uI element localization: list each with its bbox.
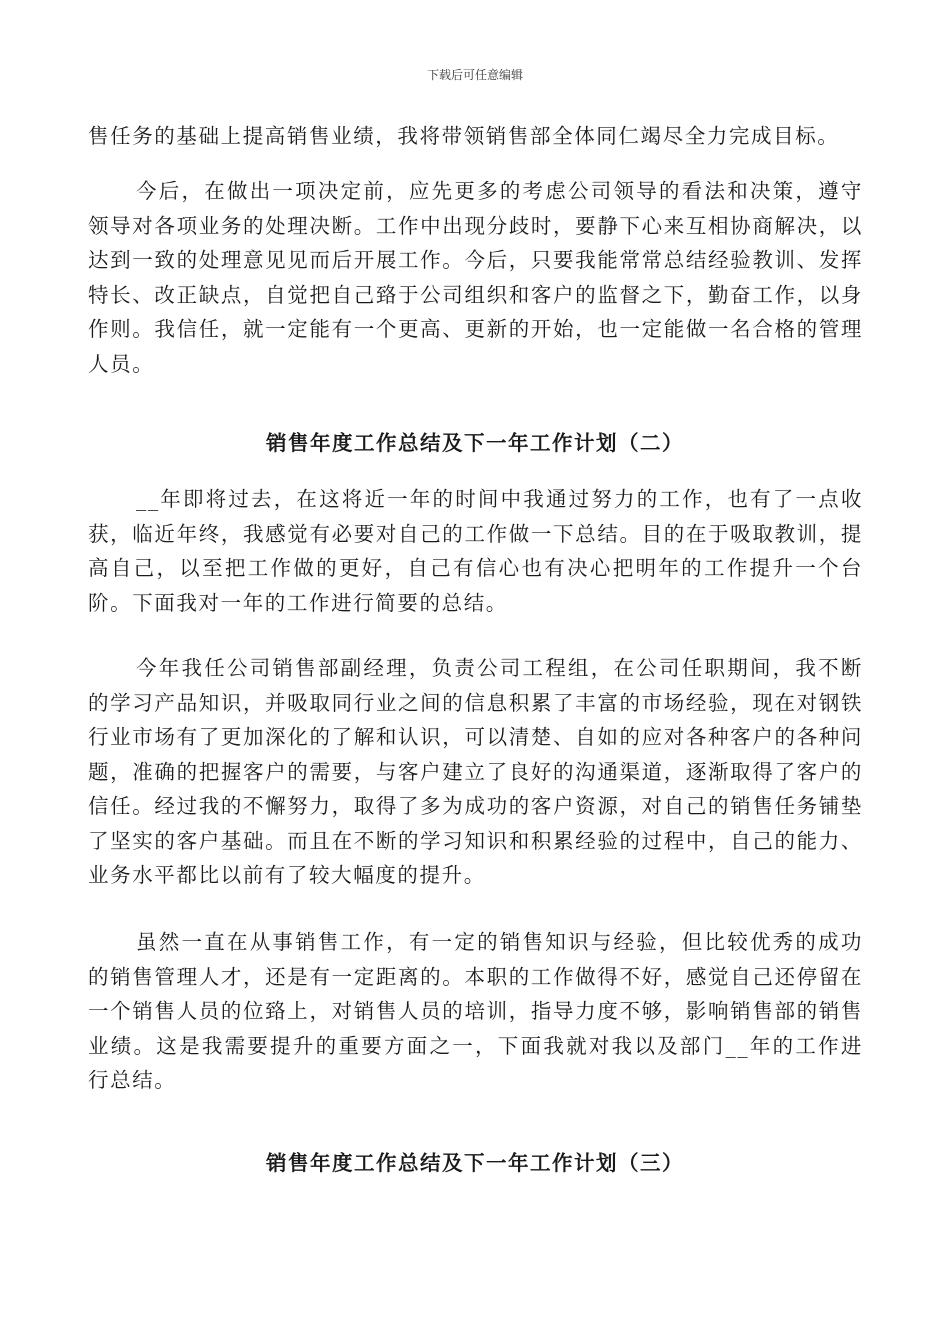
page-header: 下载后可任意编辑 bbox=[426, 68, 523, 82]
paragraph-work-experience: 今年我任公司销售部副经理，负责公司工程组，在公司任职期间，我不断的学习产品知识，并吸取同行业之间的信息积累了丰富的市场经验，现在对钢铁行业市场有了更加深化的了解和认识，可以清楚、自如的应对各种客户的各种问题，准确的把握客户的需要，与客户建立了良好的沟通渠道，逐渐取得了客户的信任。经过我的不懈努力，取得了多为成功的客户资源，对自己的销售任务铺垫了坚实的客户基础。而且在不断的学习知识和积累经验的过程中，自己的能力、业务水平都比以前有了较大幅度的提升。 bbox=[88, 656, 863, 887]
paragraph-continuation: 售任务的基础上提高销售业绩，我将带领销售部全体同仁竭尽全力完成目标。 bbox=[88, 124, 840, 148]
paragraph-year-intro: __年即将过去，在这将近一年的时间中我通过努力的工作，也有了一点收获，临近年终，我感觉有必要对自己的工作做一下总结。目的在于吸取教训，提高自己，以至把工作做的更好，自己有信心也有决心把明年的工作提升一个台阶。下面我对一年的工作进行简要的总结。 bbox=[88, 487, 863, 615]
section-heading-2: 销售年度工作总结及下一年工作计划（二） bbox=[266, 431, 684, 455]
paragraph-improvement: 虽然一直在从事销售工作，有一定的销售知识与经验，但比较优秀的成功的销售管理人才，还是有一定距离的。本职的工作做得不好，感觉自己还停留在一个销售人员的位臵上，对销售人员的培训，指导力度不够，影响销售部的销售业绩。这是我需要提升的重要方面之一，下面我就对我以及部门__年的工作进行总结。 bbox=[88, 930, 863, 1092]
paragraph-future-plans: 今后，在做出一项决定前，应先更多的考虑公司领导的看法和决策，遵守领导对各项业务的处理决断。工作中出现分歧时，要静下心来互相协商解决，以达到一致的处理意见见而后开展工作。今后，只要我能常常总结经验教训、发挥特长、改正缺点，自觉把自己臵于公司组织和客户的监督之下，勤奋工作，以身作则。我信任，就一定能有一个更高、更新的开始，也一定能做一名合格的管理人员。 bbox=[88, 179, 863, 376]
section-heading-3: 销售年度工作总结及下一年工作计划（三） bbox=[266, 1151, 684, 1175]
